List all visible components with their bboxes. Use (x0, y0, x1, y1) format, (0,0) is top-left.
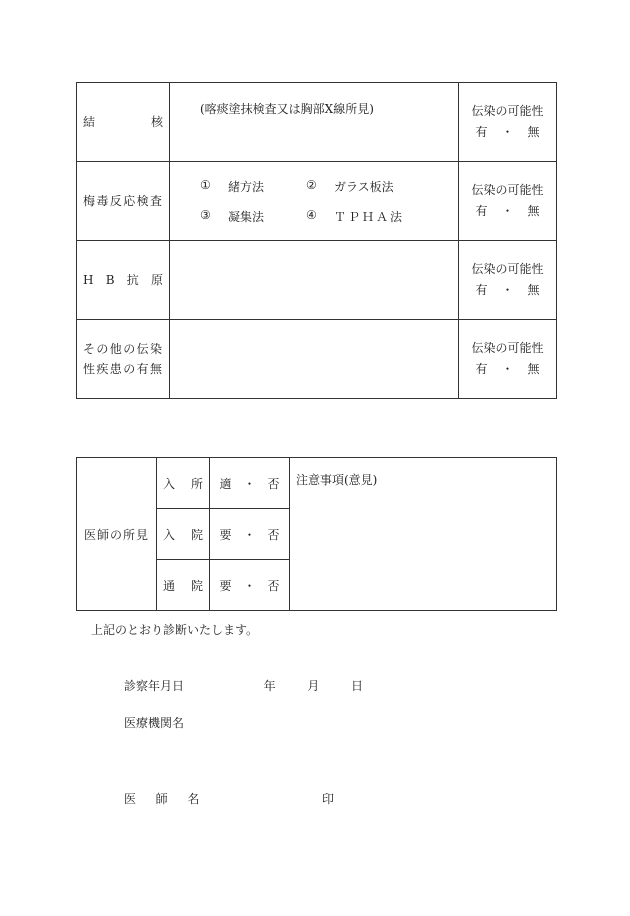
doctor-label-char: 医 (124, 792, 137, 806)
method-name: 緒方法 (228, 180, 265, 194)
choice-cell (210, 458, 290, 509)
item-char: 入 (163, 476, 176, 491)
yes-option: 有 (475, 125, 488, 139)
doctor-opinion-label: 医師の所見 (77, 458, 157, 611)
possibility-label: 伝染の可能性 (471, 341, 544, 355)
no-option: 無 (527, 362, 540, 376)
table-row (77, 458, 557, 509)
method-number: ④ (306, 208, 317, 222)
table-row (77, 162, 557, 241)
exam-date-row (124, 677, 363, 694)
label-char: H (83, 273, 94, 287)
no-option: 無 (527, 204, 540, 218)
possibility-cell (459, 83, 557, 162)
table-row (77, 83, 557, 162)
item-admission-facility (157, 458, 210, 509)
infection-table (76, 82, 557, 399)
month-label: 月 (307, 679, 320, 693)
label-char: 核 (150, 115, 163, 129)
dot-separator: ・ (501, 283, 514, 297)
possibility-label: 伝染の可能性 (471, 104, 544, 118)
doctor-opinion-table (76, 457, 557, 611)
method-name: 凝集法 (228, 210, 265, 224)
other-label-line1: その他の伝染 (83, 342, 163, 356)
diagnosis-statement: 上記のとおり診断いたします。 (91, 623, 259, 637)
choice-b: 否 (267, 476, 280, 491)
choice-a: 要 (219, 578, 232, 593)
hb-antigen-cell (170, 241, 459, 320)
table-row (77, 241, 557, 320)
dot-separator: ・ (501, 362, 514, 376)
other-diseases-cell (170, 320, 459, 399)
notes-cell (290, 458, 557, 611)
year-label: 年 (263, 679, 276, 693)
yes-option: 有 (475, 283, 488, 297)
label-char: B (105, 273, 115, 287)
tuberculosis-note: (喀痰塗抹検査又は胸部X線所見) (200, 102, 374, 116)
yes-option: 有 (475, 362, 488, 376)
method-name: ガラス板法 (334, 180, 394, 194)
dot-separator: ・ (243, 578, 256, 593)
method-number: ③ (200, 208, 211, 222)
tuberculosis-findings-cell (170, 83, 459, 162)
item-char: 入 (163, 527, 176, 542)
no-option: 無 (527, 125, 540, 139)
dot-separator: ・ (501, 125, 514, 139)
label-char: 抗 (126, 273, 139, 287)
item-outpatient (157, 560, 210, 611)
yes-option: 有 (475, 204, 488, 218)
choice-cell (210, 560, 290, 611)
doctor-label-char: 師 (155, 792, 168, 806)
item-char: 院 (190, 578, 203, 593)
notes-label: 注意事項(意見) (296, 473, 378, 487)
seal-mark: 印 (322, 792, 335, 806)
choice-cell (210, 509, 290, 560)
doctor-label-char: 名 (187, 792, 200, 806)
item-char: 所 (190, 476, 203, 491)
no-option: 無 (527, 283, 540, 297)
method-number: ② (306, 178, 317, 192)
possibility-cell (459, 320, 557, 399)
row-label-hb-antigen (77, 241, 170, 320)
exam-date-label: 診察年月日 (124, 679, 185, 693)
row-label-other-diseases (77, 320, 170, 399)
other-label-line2: 性疾患の有無 (83, 362, 163, 376)
table-row (77, 320, 557, 399)
item-char: 院 (190, 527, 203, 542)
possibility-label: 伝染の可能性 (471, 183, 544, 197)
item-hospitalization (157, 509, 210, 560)
dot-separator: ・ (501, 204, 514, 218)
label-char: 結 (83, 115, 96, 129)
method-name: ＴＰＨＡ法 (334, 210, 405, 224)
choice-a: 適 (219, 476, 232, 491)
method-number: ① (200, 178, 211, 192)
item-char: 通 (163, 578, 176, 593)
day-label: 日 (351, 679, 364, 693)
syphilis-label: 梅毒反応検査 (83, 194, 163, 208)
doctor-name-row (124, 790, 334, 807)
institution-label: 医療機関名 (124, 716, 185, 730)
row-label-syphilis (77, 162, 170, 241)
row-label-tuberculosis (77, 83, 170, 162)
label-char: 原 (150, 273, 163, 287)
choice-a: 要 (219, 527, 232, 542)
syphilis-methods-cell (170, 162, 459, 241)
dot-separator: ・ (243, 476, 256, 491)
dot-separator: ・ (243, 527, 256, 542)
possibility-cell (459, 241, 557, 320)
possibility-cell (459, 162, 557, 241)
choice-b: 否 (267, 578, 280, 593)
choice-b: 否 (267, 527, 280, 542)
possibility-label: 伝染の可能性 (471, 262, 544, 276)
